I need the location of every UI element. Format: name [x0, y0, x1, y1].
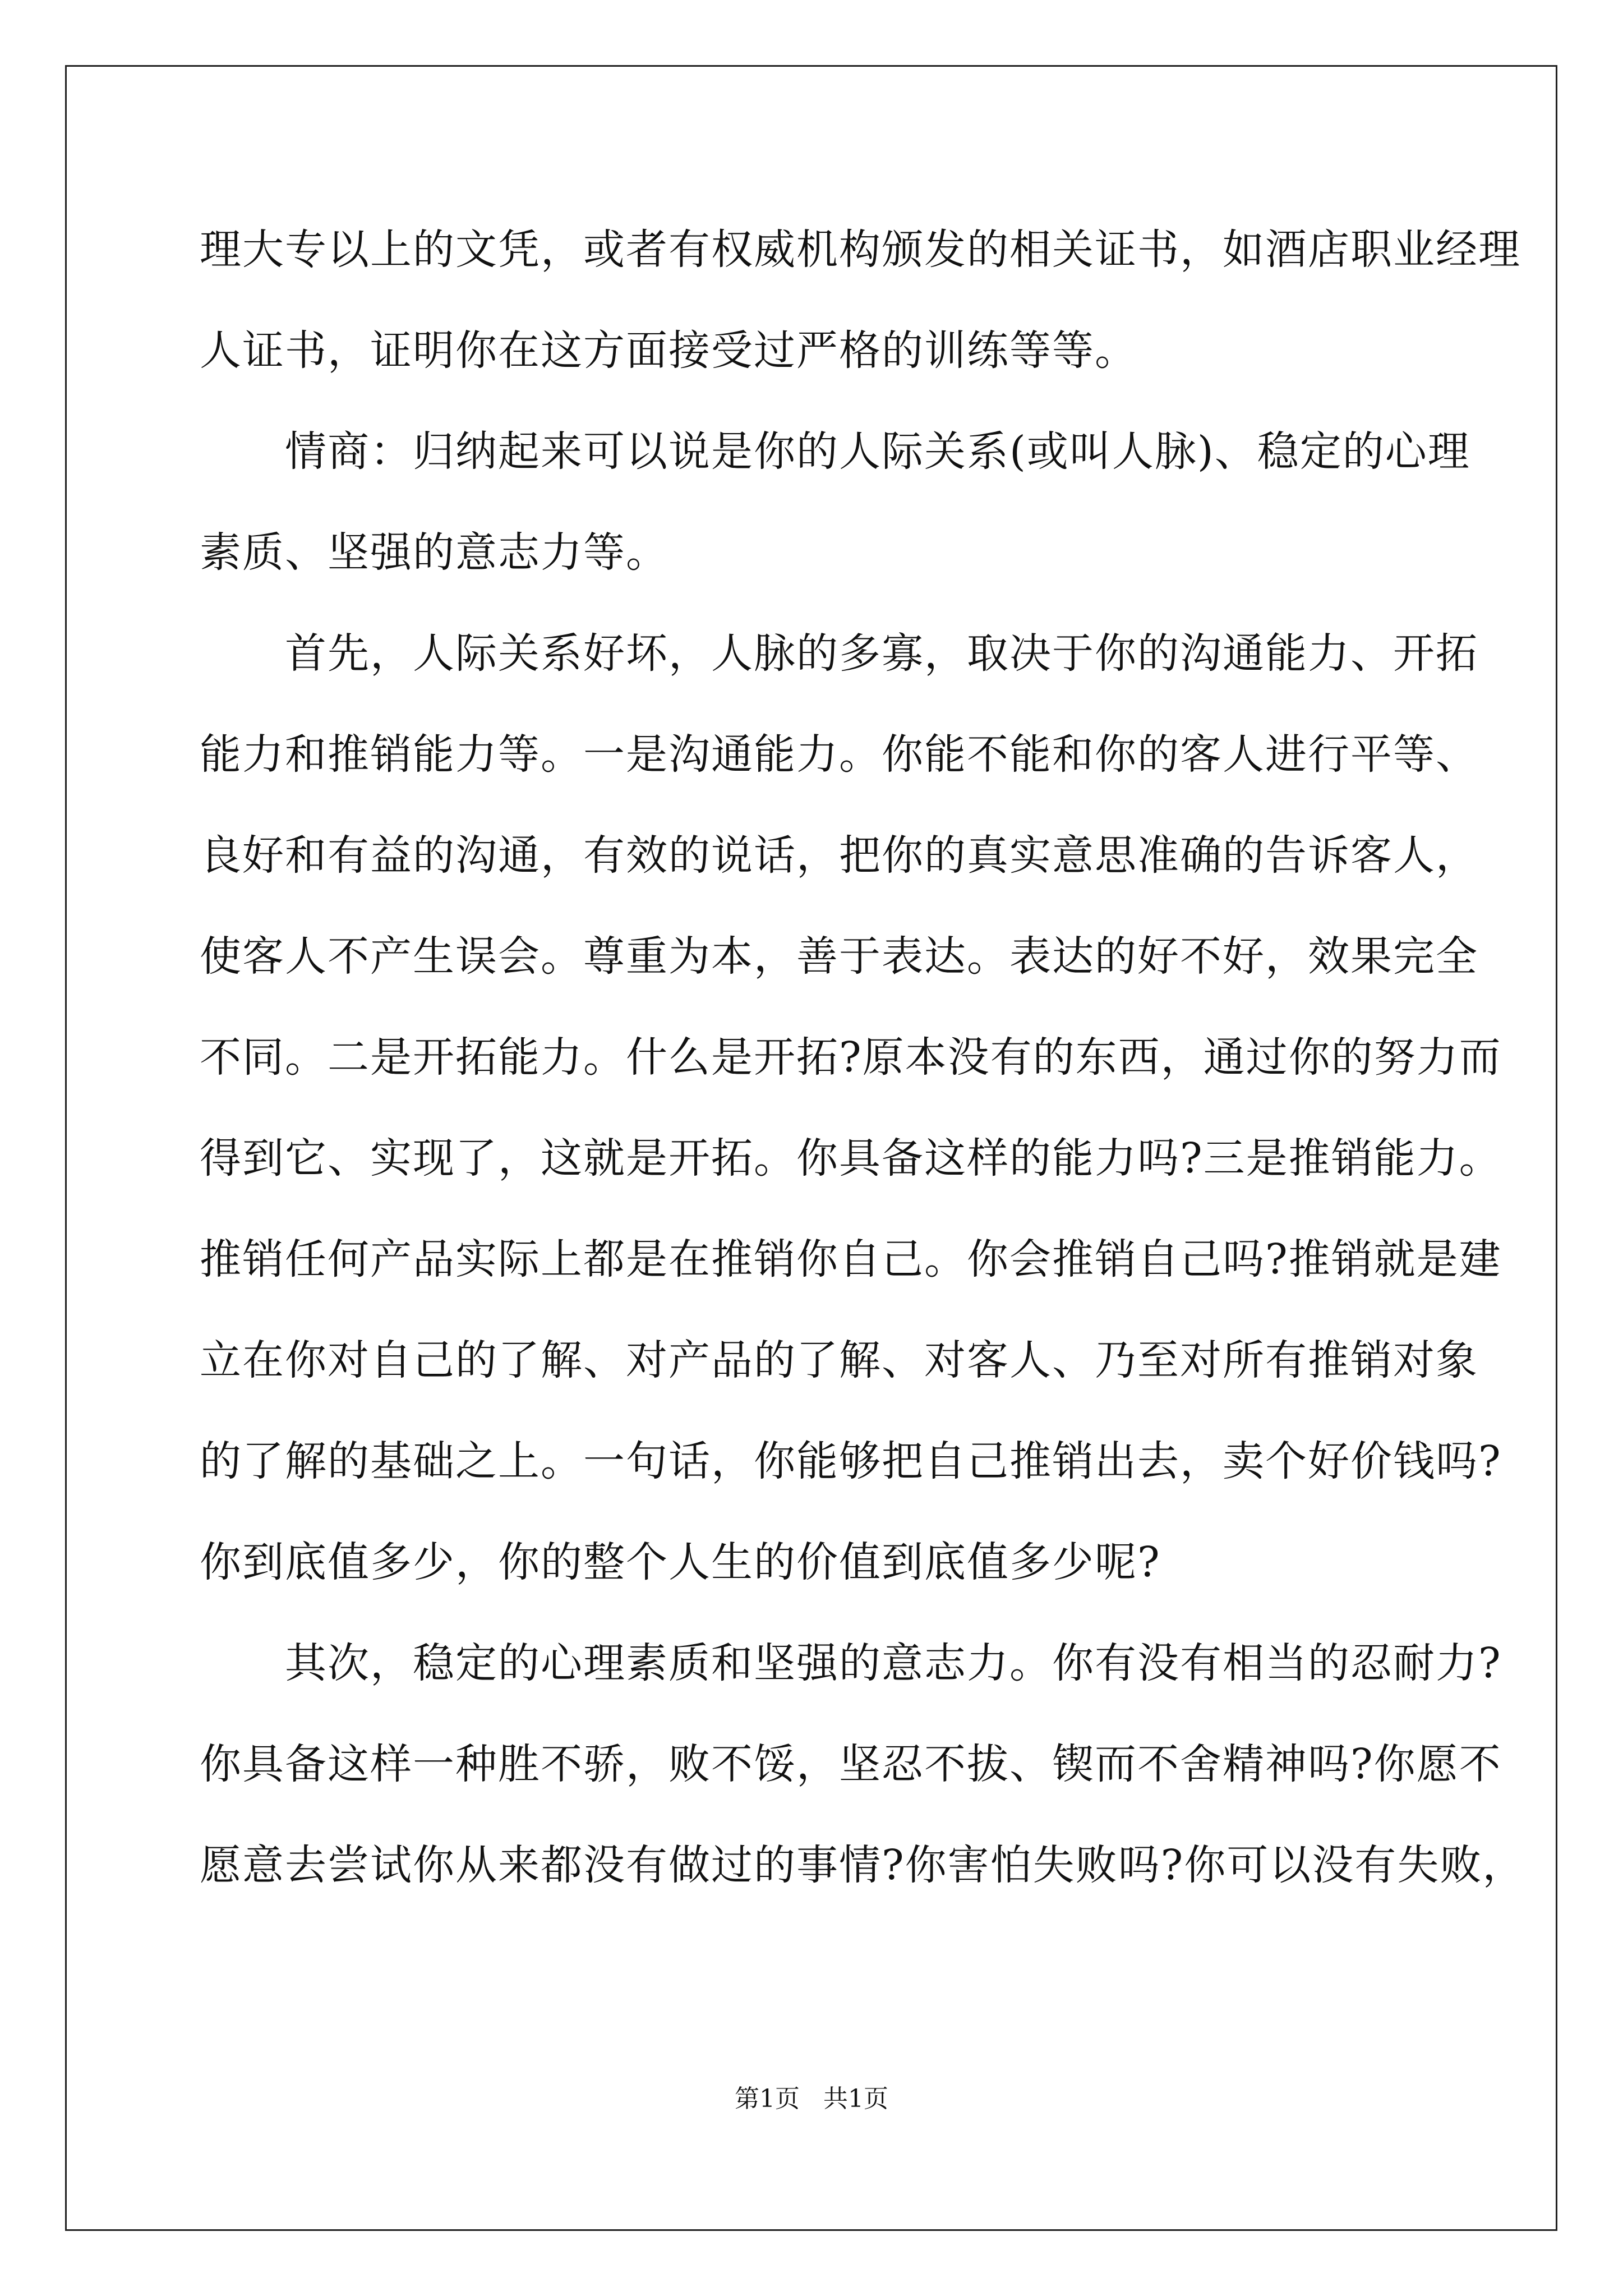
body-line-17: 愿意去尝试你从来都没有做过的事情?你害怕失败吗?你可以没有失败，	[200, 1841, 1525, 1889]
page-number-footer: 第1页 共1页	[735, 2085, 888, 2113]
body-line-4: 素质、坚强的意志力等。	[200, 528, 668, 577]
body-line-8: 使客人不产生误会。尊重为本，善于表达。表达的好不好，效果完全	[200, 932, 1478, 981]
body-line-6: 能力和推销能力等。一是沟通能力。你能不能和你的客人进行平等、	[200, 730, 1478, 779]
body-line-3: 情商：归纳起来可以说是你的人际关系(或叫人脉)、稳定的心理	[200, 427, 1470, 476]
body-line-16: 你具备这样一种胜不骄，败不馁，坚忍不拔、锲而不舍精神吗?你愿不	[200, 1740, 1502, 1788]
body-line-14: 你到底值多少，你的整个人生的价值到底值多少呢?	[200, 1538, 1161, 1586]
body-line-12: 立在你对自己的了解、对产品的了解、对客人、乃至对所有推销对象	[200, 1336, 1478, 1384]
body-line-15: 其次，稳定的心理素质和坚强的意志力。你有没有相当的忍耐力?	[200, 1639, 1502, 1687]
body-line-1: 理大专以上的文凭，或者有权威机构颁发的相关证书，如酒店职业经理	[200, 226, 1521, 274]
body-line-10: 得到它、实现了，这就是开拓。你具备这样的能力吗?三是推销能力。	[200, 1134, 1502, 1182]
body-line-7: 良好和有益的沟通，有效的说话，把你的真实意思准确的告诉客人，	[200, 831, 1478, 880]
body-line-2: 人证书，证明你在这方面接受过严格的训练等等。	[200, 326, 1137, 375]
body-line-5: 首先，人际关系好坏，人脉的多寡，取决于你的沟通能力、开拓	[200, 629, 1478, 678]
body-line-13: 的了解的基础之上。一句话，你能够把自己推销出去，卖个好价钱吗?	[200, 1437, 1502, 1485]
body-line-9: 不同。二是开拓能力。什么是开拓?原本没有的东西，通过你的努力而	[200, 1033, 1502, 1082]
body-line-11: 推销任何产品实际上都是在推销你自己。你会推销自己吗?推销就是建	[200, 1235, 1502, 1283]
